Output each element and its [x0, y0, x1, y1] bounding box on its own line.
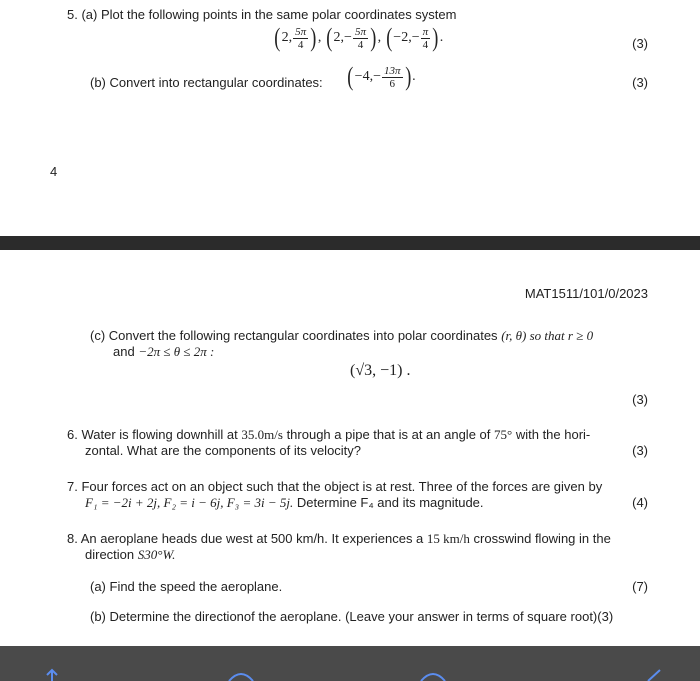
- info-icon[interactable]: [418, 668, 448, 681]
- question-6-line2: zontal. What are the components of its velocity?: [85, 443, 362, 458]
- question-7-line1: 7. Four forces act on an object such that the object is at rest. Three of the forces are given by: [67, 479, 603, 494]
- question-6-marks: (3): [632, 443, 648, 458]
- bottom-toolbar: [0, 646, 700, 681]
- document-page-two: [0, 250, 700, 646]
- question-8a-text: (a) Find the speed the aeroplane.: [90, 579, 283, 594]
- course-code: MAT1511/101/0/2023: [524, 286, 648, 301]
- share-icon[interactable]: [42, 668, 62, 681]
- question-5c-line2: and −2π ≤ θ ≤ 2π :: [113, 344, 215, 359]
- question-5a-points: ( 2, $\frac{5\pi}{4}$ ) , ( 2, − $\frac{5\pi}{4}$ ) , ( −2, − $\frac{\pi}{4}$ ) .: [274, 23, 444, 52]
- question-5c-line1: (c) Convert the following rectangular coordinates into polar coordinates (r, θ) so that r ≥ 0: [90, 328, 594, 343]
- question-6-line1: 6. Water is flowing downhill at 35.0m/s through a pipe that is at an angle of 75° with the hori-: [67, 427, 591, 442]
- question-8b-text: (b) Determine the directionof the aeroplane. (Leave your answer in terms of square root)(3): [90, 609, 614, 624]
- document-page-one: [0, 0, 700, 236]
- question-7-marks: (4): [632, 495, 648, 510]
- page-number: 4: [50, 164, 58, 179]
- question-5b-marks: (3): [632, 75, 648, 90]
- question-5c-marks: (3): [632, 392, 648, 407]
- question-8a-marks: (7): [632, 579, 648, 594]
- question-5c-point: (√3, −1) .: [350, 362, 411, 379]
- question-5b-text: (b) Convert into rectangular coordinates:: [90, 75, 323, 90]
- question-8-line2: direction S30°W.: [85, 547, 176, 562]
- delete-icon[interactable]: [646, 668, 662, 681]
- question-5-heading: 5. (a) Plot the following points in the same polar coordinates system: [67, 7, 457, 22]
- question-7-line2: F₁ = −2i + 2j, F₂ = i − 6j, F₃ = 3i − 5j. Determine F₄ and its magnitude.: [85, 495, 484, 510]
- question-8-line1: 8. An aeroplane heads due west at 500 km/h. It experiences a 15 km/h crosswind flowing in the: [67, 531, 611, 546]
- question-5b-point: ( −4, − $\frac{13\pi}{6}$ ) .: [347, 62, 416, 91]
- heart-icon[interactable]: [226, 668, 256, 681]
- question-5a-marks: (3): [632, 36, 648, 51]
